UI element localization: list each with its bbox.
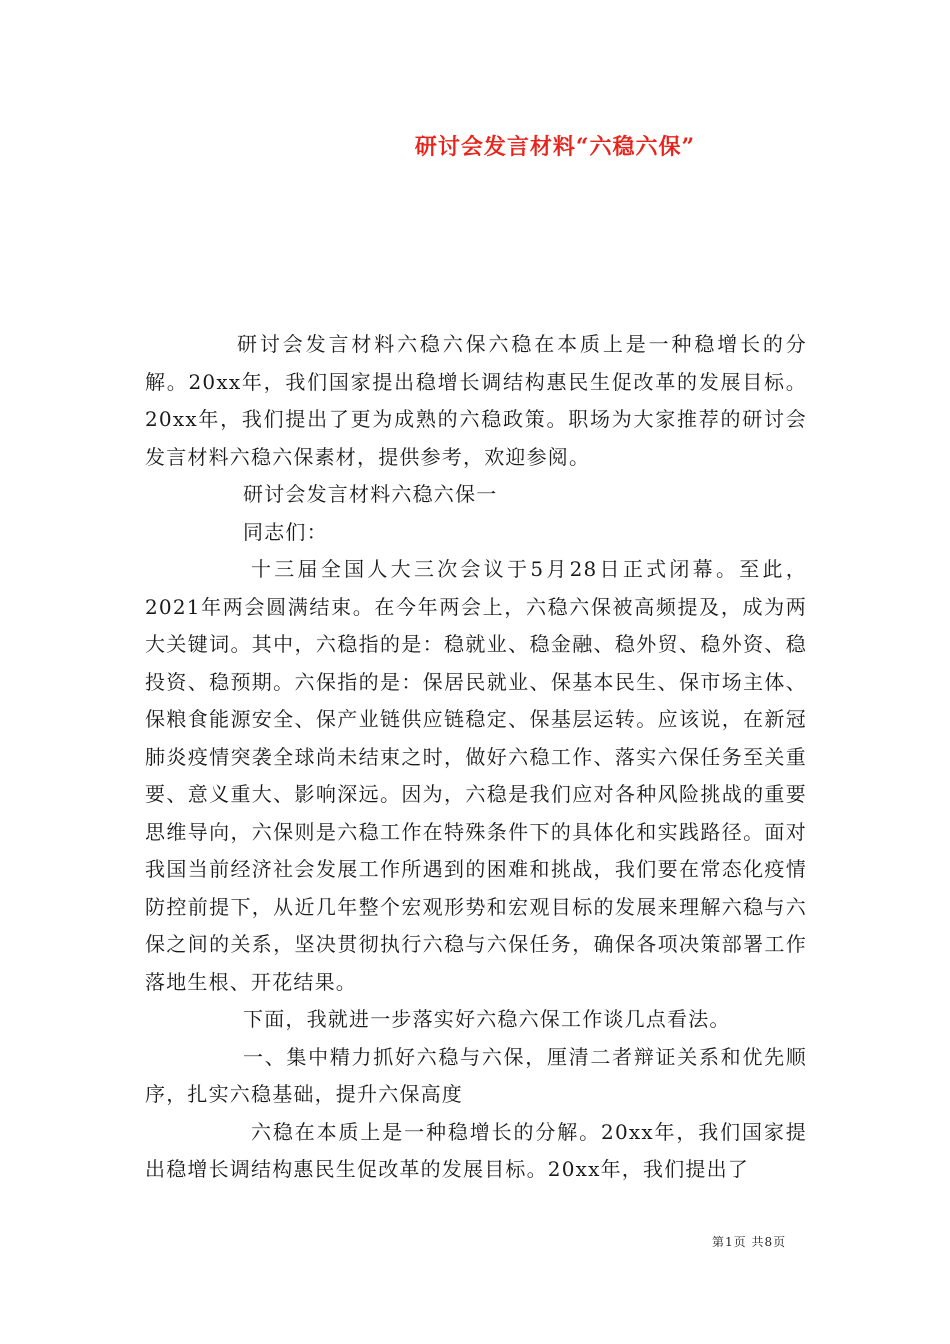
salutation: 同志们： xyxy=(243,519,328,544)
body-paragraph: 六稳在本质上是一种稳增长的分解。20xx年，我们国家提出稳增长调结构惠民生促改革的发展目标。20xx年，我们提出了 xyxy=(145,1119,807,1181)
body-paragraph: 十三届全国人大三次会议于5月28日正式闭幕。至此，2021年两会圆满结束。在今年两会上，六稳六保被高频提及，成为两大关键词。其中，六稳指的是：稳就业、稳金融、稳外贸、稳外资、稳投资、稳预期。六保指的是：保居民就业、保基本民生、保市场主体、保粮食能源安全、保产业链供应链稳定、保基层运转。应该说，在新冠肺炎疫情突袭全球尚未结束之时，做好六稳工作、落实六保任务至关重要、意义重大、影响深远。因为，六稳是我们应对各种风险挑战的重要思维导向，六保则是六稳工作在特殊条件下的具体化和实践路径。面对我国当前经济社会发展工作所遇到的困难和挑战，我们要在常态化疫情防控前提下，从近几年整个宏观形势和宏观目标的发展来理解六稳与六保之间的关系，坚决贯彻执行六稳与六保任务，确保各项决策部署工作落地生根、开花结果。 xyxy=(145,557,807,994)
body-paragraph: 下面，我就进一步落实好六稳六保工作谈几点看法。 xyxy=(243,1007,731,1031)
subheading: 一、集中精力抓好六稳与六保，厘清二者辩证关系和优先顺序，扎实六稳基础，提升六保高度 xyxy=(145,1044,807,1106)
page-number: 第1页 共8页 xyxy=(712,1235,787,1249)
page-title: 研讨会发言材料“六稳六保” xyxy=(414,134,696,160)
intro-paragraph: 研讨会发言材料六稳六保六稳在本质上是一种稳增长的分解。20xx年，我们国家提出稳增长调结构惠民生促改革的发展目标。20xx年，我们提出了更为成熟的六稳政策。职场为大家推荐的研讨会发言材料六稳六保素材，提供参考，欢迎参阅。 xyxy=(145,332,807,469)
section-heading: 研讨会发言材料六稳六保一 xyxy=(243,482,498,506)
document-body xyxy=(145,326,807,1189)
